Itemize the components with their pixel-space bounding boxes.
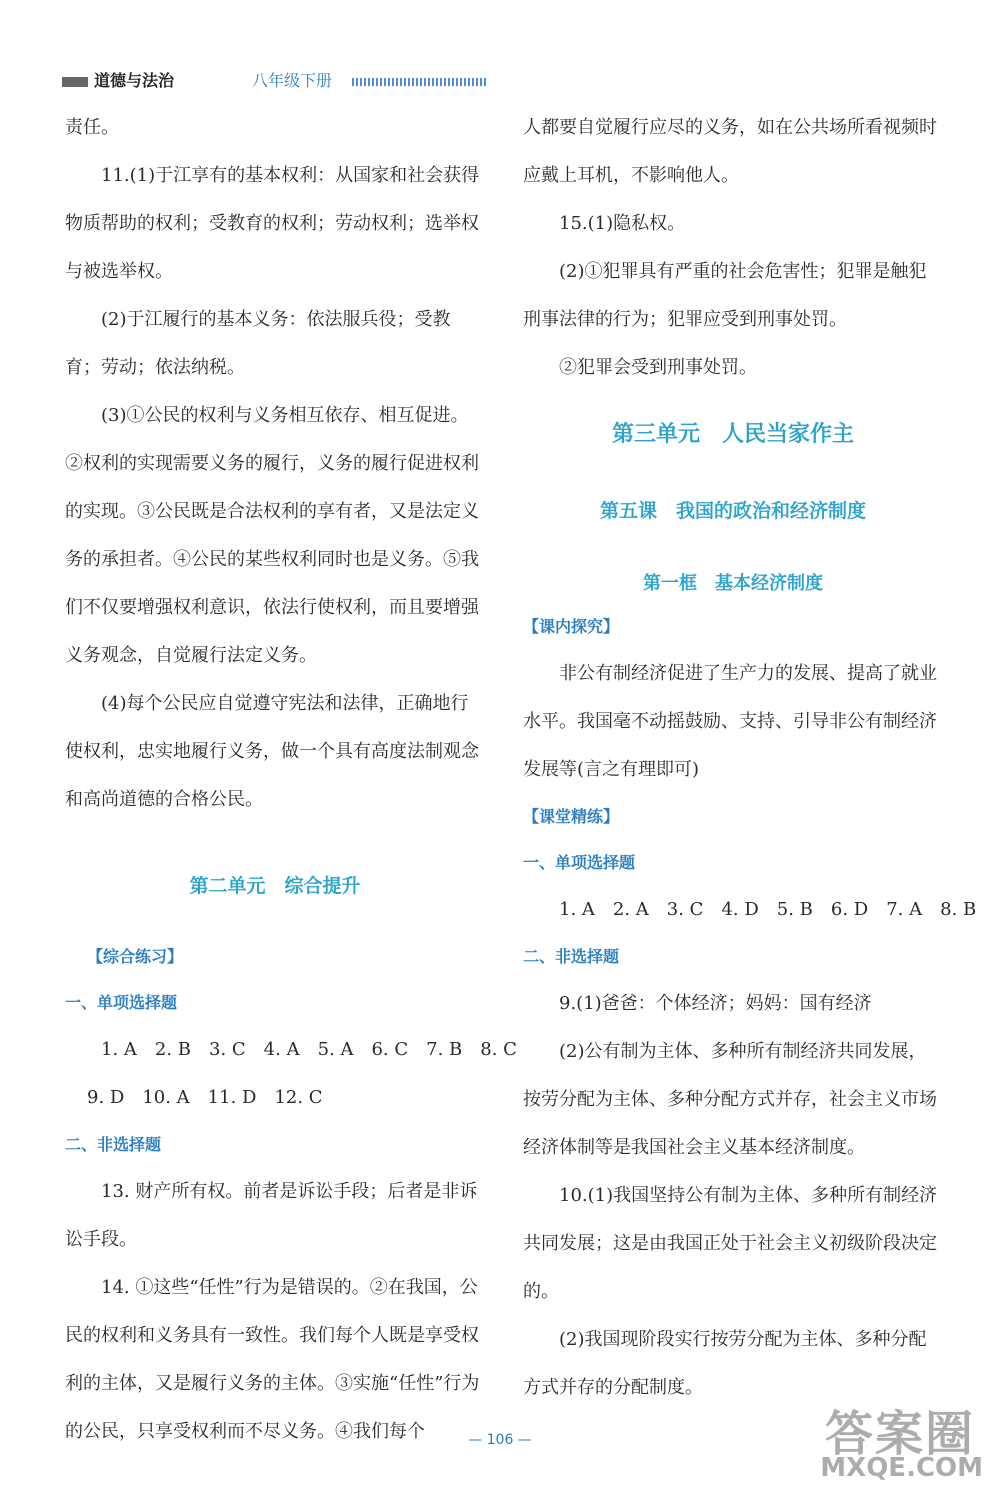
answer-row: 1. A 2. A 3. C 4. D 5. B 6. D 7. A 8. B [559, 899, 977, 920]
right-column [523, 104, 977, 1412]
answer-q11-2: (2)于江履行的基本义务：依法服兵役；受教育；劳动；依法纳税。 [65, 309, 451, 378]
answer-q9-2: (2)公有制为主体、多种所有制经济共同发展，按劳分配为主体、多种分配方式并存，社会主义市场经济体制等是我国社会主义基本经济制度。 [523, 1041, 937, 1158]
answer-q9-1: 9.(1)爸爸：个体经济；妈妈：国有经济 [559, 993, 872, 1014]
answer-q13: 13. 财产所有权。前者是诉讼手段；后者是非诉讼手段。 [65, 1181, 478, 1250]
answer-q15-1: 15.(1)隐私权。 [559, 213, 686, 234]
lesson-title: 第五课 我国的政治和经济制度 [599, 500, 866, 522]
answer-q11-4: (4)每个公民应自觉遵守宪法和法律，正确地行使权利，忠实地履行义务，做一个具有高度法制观念和高尚道德的合格公民。 [65, 693, 479, 810]
watermark-url: MXQE.COM [820, 1453, 983, 1483]
answer-q15-3: ②犯罪会受到刑事处罚。 [559, 357, 757, 378]
answer-row: 1. A 2. B 3. C 4. A 5. A 6. C 7. B 8. C [101, 1039, 517, 1060]
header-subject: 道德与法治 [94, 71, 175, 90]
watermark-title: 答案圈 [824, 1406, 975, 1462]
section-heading: 一、单项选择题 [65, 993, 178, 1012]
answer-q14: 14. ①这些“任性”行为是错误的。②在我国，公民的权利和义务具有一致性。我们每个人既是享受权利的主体，又是履行义务的主体。③实施“任性”行为的公民，只享受权利而不尽义务。④我们每个 [65, 1277, 480, 1442]
paragraph: 责任。 [65, 117, 119, 138]
explore-answer: 非公有制经济促进了生产力的发展、提高了就业水平。我国毫不动摇鼓励、支持、引导非公有制经济发展等(言之有理即可) [523, 663, 937, 780]
section-heading: 一、单项选择题 [523, 853, 636, 872]
page-number: — 106 — [468, 1432, 532, 1448]
unit-title: 第二单元 综合提升 [189, 875, 361, 897]
unit-title: 第三单元 人民当家作主 [611, 422, 854, 447]
watermark [770, 1395, 995, 1487]
section-heading: 二、非选择题 [523, 947, 620, 966]
answer-q11-3: (3)①公民的权利与义务相互依存、相互促进。②权利的实现需要义务的履行，义务的履行促进权利的实现。③公民既是合法权利的享有者，又是法定义务的承担者。④公民的某些权利同时也是义务。⑤我们不仅要增强权利意识，依法行使权利，而且要增强义务观念，自觉履行法定义务。 [65, 405, 479, 666]
header-bar-marker [62, 77, 88, 87]
running-header [62, 68, 432, 98]
answer-q10-1: 10.(1)我国坚持公有制为主体、多种所有制经济共同发展；这是由我国正处于社会主义初级阶段决定的。 [523, 1185, 938, 1302]
answer-q11-1: 11.(1)于江享有的基本权利：从国家和社会获得物质帮助的权利；受教育的权利；劳动权利；选举权与被选举权。 [65, 165, 480, 282]
answer-q10-2: (2)我国现阶段实行按劳分配为主体、多种分配方式并存的分配制度。 [523, 1329, 927, 1398]
section-heading: 【综合练习】 [87, 947, 184, 966]
header-grade: 八年级下册 [252, 71, 333, 90]
section-heading: 二、非选择题 [65, 1135, 162, 1154]
answer-row: 9. D 10. A 11. D 12. C [87, 1087, 323, 1108]
answer-q15-2: (2)①犯罪具有严重的社会危害性；犯罪是触犯刑事法律的行为；犯罪应受到刑事处罚。 [523, 261, 927, 330]
section-heading: 【课内探究】 [523, 617, 620, 636]
frame-title: 第一框 基本经济制度 [643, 573, 823, 594]
paragraph: 人都要自觉履行应尽的义务，如在公共场所看视频时应戴上耳机，不影响他人。 [523, 117, 937, 186]
section-heading: 【课堂精练】 [523, 807, 620, 826]
header-stripe [352, 78, 487, 86]
